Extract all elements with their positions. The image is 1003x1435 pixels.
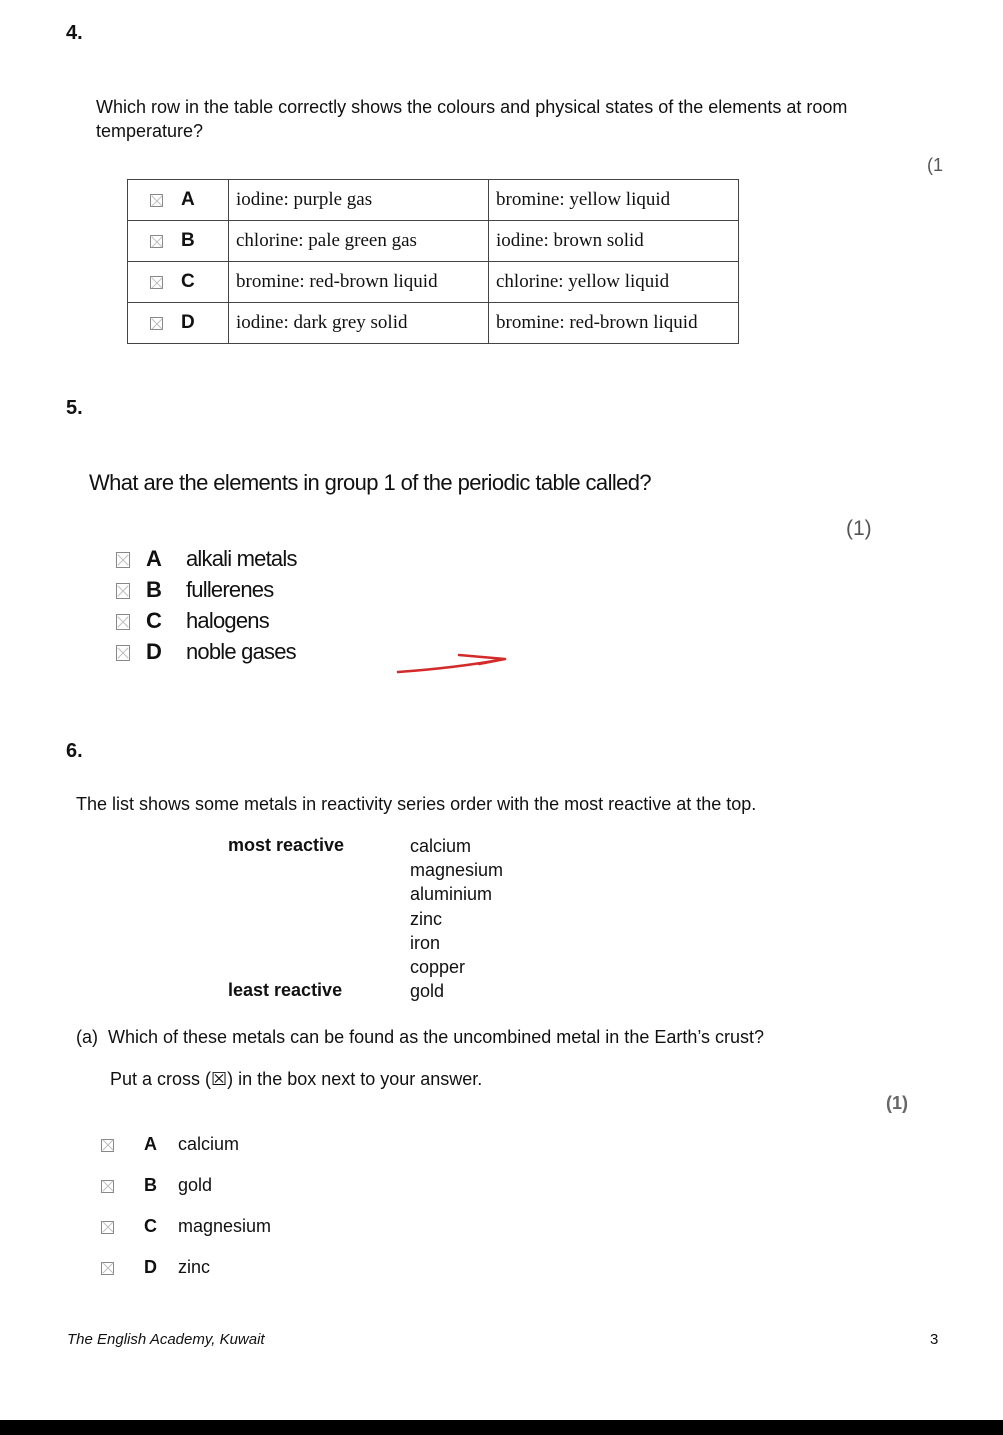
instruction-post: ) in the box next to your answer. (227, 1069, 483, 1089)
q4-question: Which row in the table correctly shows the colours and physical states of the elements at room temperature? (96, 97, 848, 141)
q4-answer-table (127, 179, 739, 344)
checkbox-icon[interactable] (150, 276, 163, 289)
option-c-cell[interactable] (128, 262, 229, 303)
q6-number: 6. (66, 740, 83, 762)
option-letter: A (181, 189, 195, 210)
option-letter: A (146, 546, 162, 571)
list-item: calcium (410, 836, 472, 856)
option-b-cell[interactable] (128, 221, 229, 262)
checkbox-icon[interactable] (150, 235, 163, 248)
list-item: zinc (410, 908, 443, 929)
option-d[interactable] (116, 636, 297, 667)
option-text: fullerenes (186, 577, 274, 602)
list-item: aluminium (410, 884, 493, 905)
option-a[interactable] (116, 543, 297, 574)
q6a-options (101, 1124, 271, 1288)
least-reactive-label: least reactive (228, 980, 343, 1000)
q4-number: 4. (66, 22, 83, 44)
q5-options (116, 543, 297, 667)
option-a-cell[interactable] (128, 180, 229, 221)
checkbox-icon[interactable] (116, 614, 130, 630)
option-letter: B (146, 577, 162, 602)
reactivity-series-list (410, 834, 503, 1003)
option-c[interactable] (101, 1206, 271, 1247)
option-letter: C (146, 608, 162, 633)
q6a-question: Which of these metals can be found as the uncombined metal in the Earth’s crust? (108, 1027, 765, 1047)
table-cell: chlorine: yellow liquid (489, 262, 739, 303)
list-item: copper (410, 956, 466, 977)
red-arrow-annotation-icon (395, 648, 513, 678)
q6a-instruction (110, 1069, 482, 1090)
option-letter: C (181, 271, 195, 292)
checkbox-icon[interactable] (101, 1180, 114, 1193)
option-c[interactable] (116, 605, 297, 636)
q6a-mark: (1) (886, 1093, 908, 1113)
table-cell: bromine: red-brown liquid (229, 262, 489, 303)
option-letter: B (144, 1175, 157, 1195)
table-cell: iodine: brown solid (489, 221, 739, 262)
checkbox-icon[interactable] (116, 645, 130, 661)
table-row (128, 180, 739, 221)
q6a-label: (a) (76, 1027, 98, 1047)
option-text: noble gases (186, 639, 296, 664)
table-row (128, 262, 739, 303)
option-text: zinc (178, 1257, 211, 1277)
option-letter: D (146, 639, 162, 664)
option-text: calcium (178, 1134, 240, 1154)
checkbox-icon[interactable] (116, 552, 130, 568)
option-letter: C (144, 1216, 157, 1236)
q6a-question-line (76, 1027, 764, 1048)
option-text: alkali metals (186, 546, 297, 571)
table-cell: chlorine: pale green gas (229, 221, 489, 262)
checkbox-icon[interactable] (101, 1221, 114, 1234)
option-d-cell[interactable] (128, 303, 229, 344)
option-text: magnesium (178, 1216, 272, 1236)
table-row (128, 303, 739, 344)
q5-mark: (1) (846, 517, 872, 540)
crossed-box-icon: ☒ (211, 1069, 228, 1090)
table-cell: iodine: dark grey solid (229, 303, 489, 344)
q6-intro: The list shows some metals in reactivity series order with the most reactive at the top. (76, 794, 757, 814)
option-b[interactable] (101, 1165, 271, 1206)
checkbox-icon[interactable] (150, 194, 163, 207)
q5-question: What are the elements in group 1 of the periodic table called? (89, 470, 652, 495)
bottom-bar (0, 1420, 1003, 1435)
q5-number: 5. (66, 397, 83, 419)
instruction-pre: Put a cross ( (110, 1069, 212, 1089)
checkbox-icon[interactable] (101, 1139, 114, 1152)
option-d[interactable] (101, 1247, 271, 1288)
checkbox-icon[interactable] (150, 317, 163, 330)
checkbox-icon[interactable] (101, 1262, 114, 1275)
option-b[interactable] (116, 574, 297, 605)
table-cell: bromine: yellow liquid (489, 180, 739, 221)
option-letter: A (144, 1134, 157, 1154)
table-cell: iodine: purple gas (229, 180, 489, 221)
checkbox-icon[interactable] (116, 583, 130, 599)
list-item: magnesium (410, 860, 504, 881)
option-letter: D (181, 312, 195, 333)
option-letter: D (144, 1257, 157, 1277)
option-a[interactable] (101, 1124, 271, 1165)
footer-school: The English Academy, Kuwait (67, 1331, 265, 1348)
option-letter: B (181, 230, 195, 251)
list-item: gold (410, 981, 445, 1002)
option-text: halogens (186, 608, 269, 633)
option-text: gold (178, 1175, 213, 1195)
table-cell: bromine: red-brown liquid (489, 303, 739, 344)
most-reactive-label: most reactive (228, 835, 345, 855)
list-item: iron (410, 932, 441, 953)
table-row (128, 221, 739, 262)
page-number: 3 (930, 1331, 939, 1348)
q4-mark: (1 (927, 155, 944, 175)
